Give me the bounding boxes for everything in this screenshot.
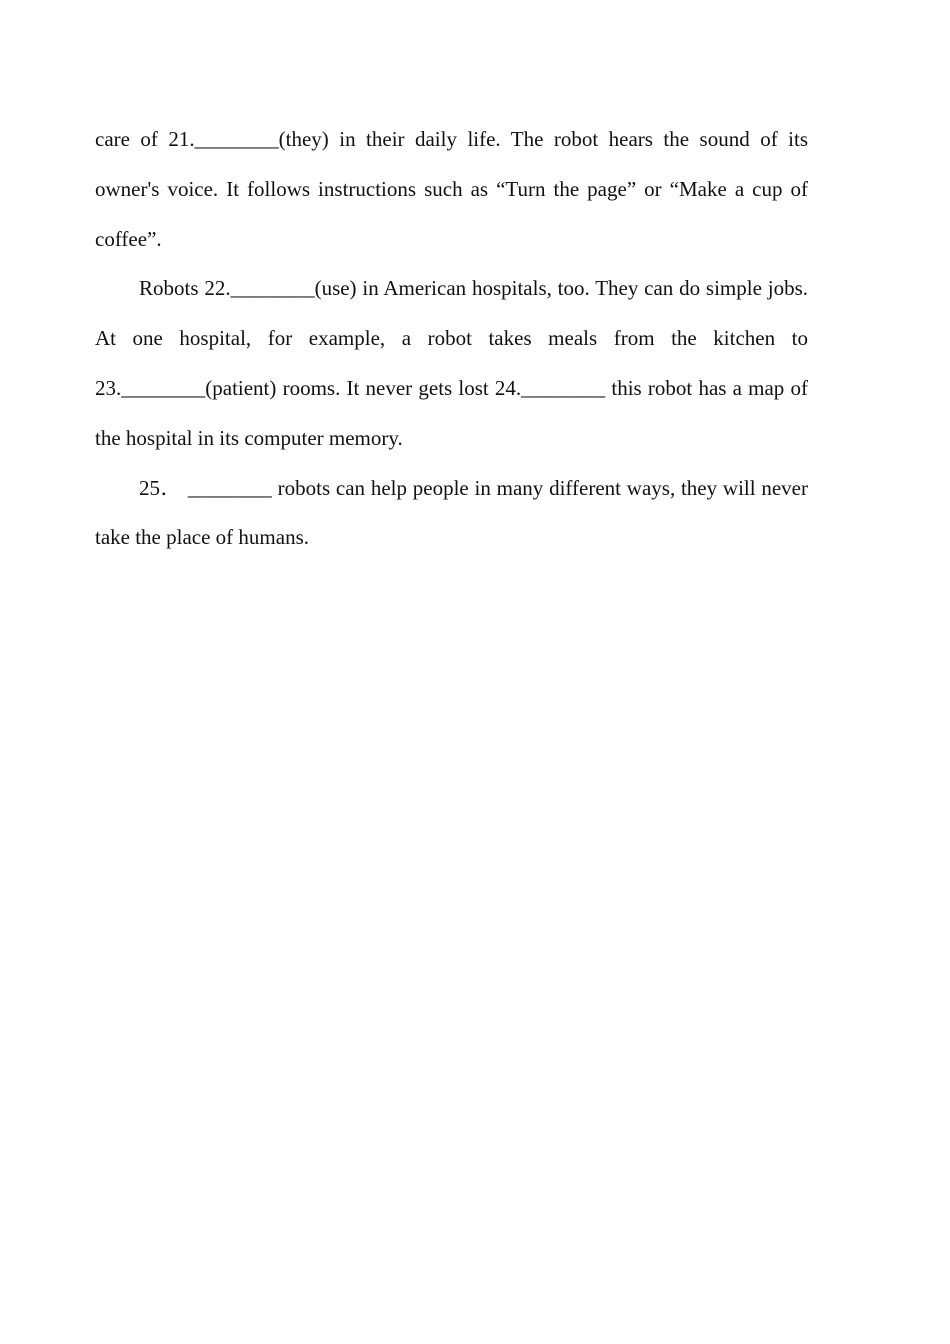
paragraph-robots-humans: 25． ________ robots can help people in many different ways, they will never take the place of humans. (95, 475, 808, 550)
paragraph-continuation: care of 21.________(they) in their daily life. The robot hears the sound of its owner's voice. It follows instructions such as “Turn the page” or “Make a cup of coffee”. (95, 127, 808, 251)
paragraph-robots-hospitals: Robots 22.________(use) in American hospitals, too. They can do simple jobs. At one hospital, for example, a robot takes meals from the kitchen to 23.________(patient) rooms. It never gets lost 24.________ this robot has a map of the hospital in its computer memory. (95, 276, 808, 450)
document-page (95, 115, 808, 563)
